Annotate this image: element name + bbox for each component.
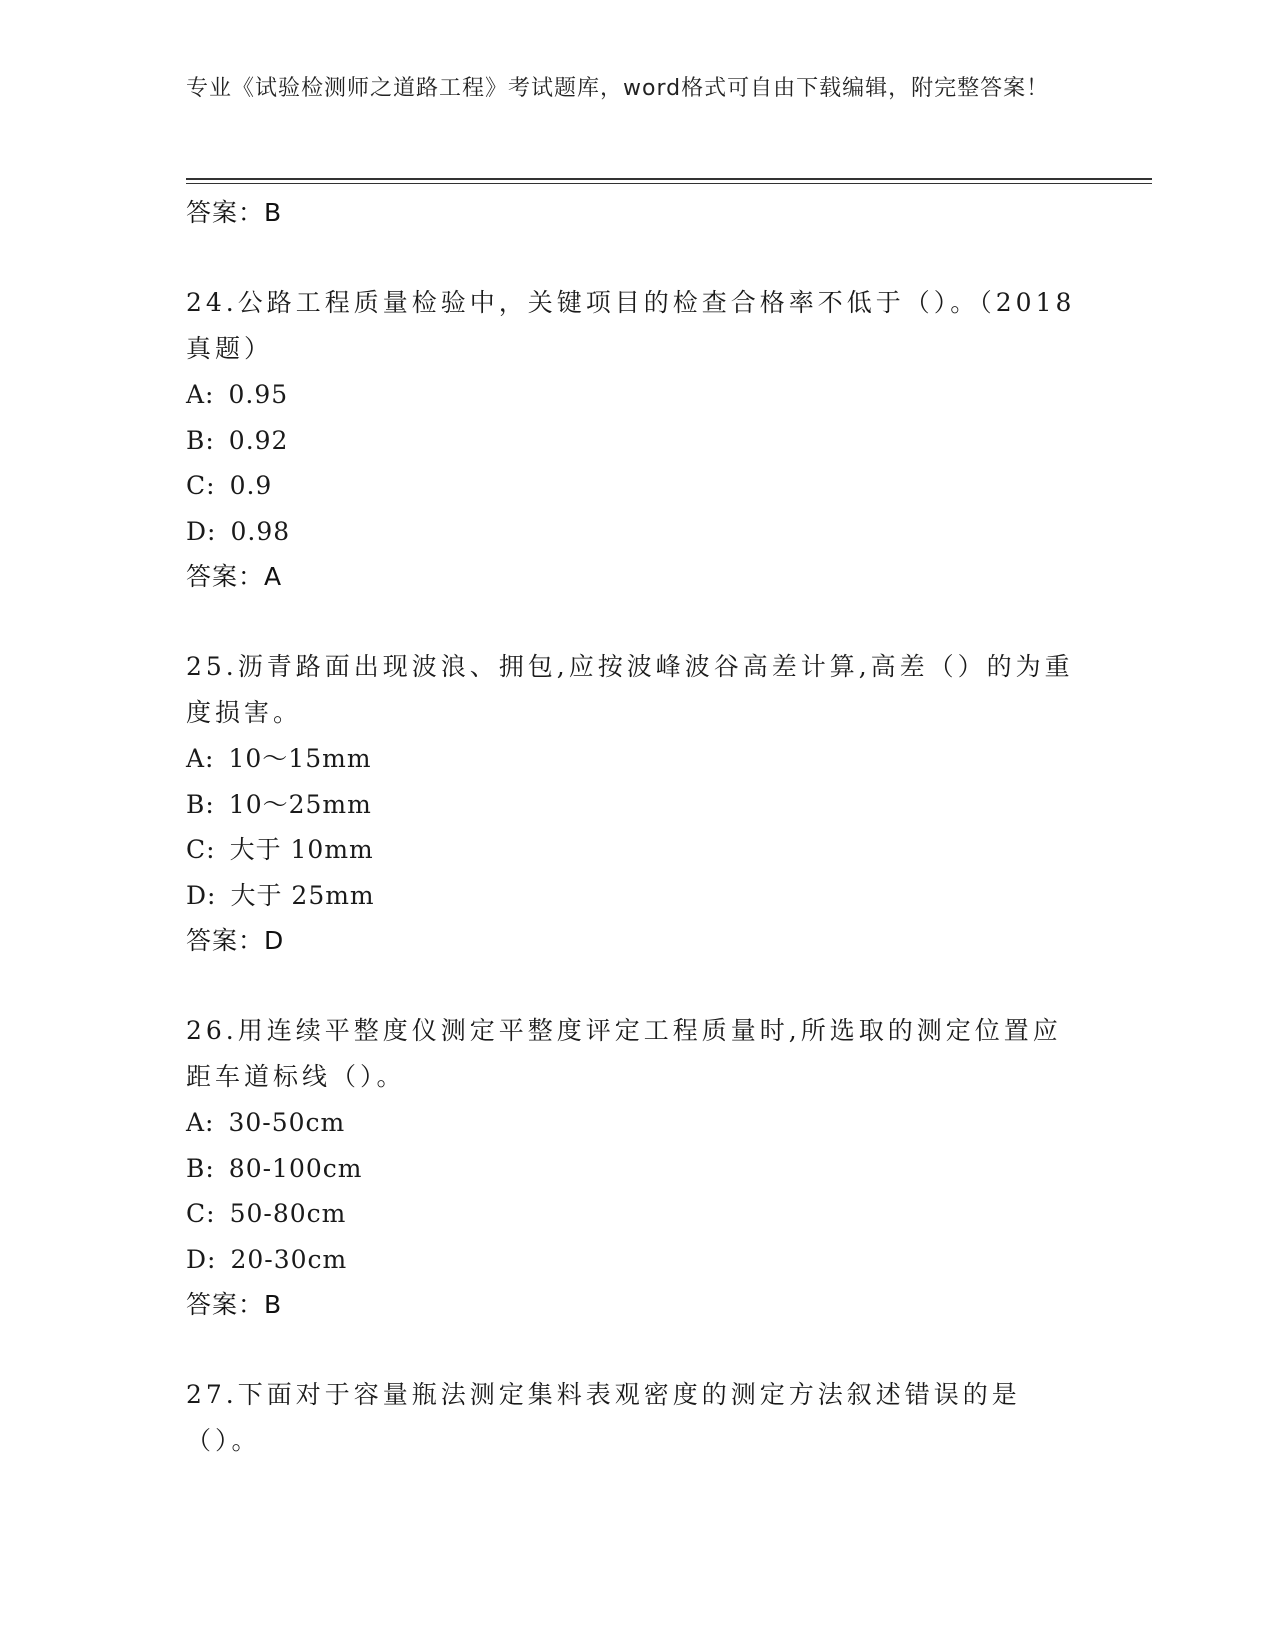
option-c [186, 827, 1086, 873]
option-text: 10～25mm [228, 789, 372, 819]
question-block [186, 1372, 1086, 1464]
spacer [186, 964, 1086, 1008]
option-label: B: [186, 425, 215, 455]
option-label: C: [186, 1199, 216, 1228]
option-label: C: [186, 471, 216, 500]
option-text: 大于 10mm [229, 835, 374, 864]
option-label: A: [186, 1108, 215, 1137]
option-d [186, 509, 1086, 555]
option-text: 50-80cm [229, 1199, 347, 1228]
answer-line: 答案：A [186, 562, 283, 591]
option-label: B: [186, 1153, 215, 1183]
option-c [186, 1191, 1086, 1237]
option-text: 0.9 [229, 471, 273, 500]
option-text: 20-30cm [230, 1244, 348, 1274]
question-stem: 24.公路工程质量检验中，关键项目的检查合格率不低于（）。（2018真题） [186, 288, 1076, 363]
option-a [186, 372, 1086, 418]
question-block [186, 280, 1086, 600]
option-label: A: [186, 380, 215, 409]
option-label: A: [186, 744, 215, 773]
option-d [186, 1237, 1086, 1283]
question-block [186, 644, 1086, 964]
option-text: 80-100cm [228, 1153, 363, 1183]
option-d [186, 873, 1086, 919]
option-label: C: [186, 835, 216, 864]
header-rule-secondary [186, 183, 1152, 184]
option-a [186, 736, 1086, 782]
spacer [186, 1328, 1086, 1372]
option-text: 30-50cm [228, 1108, 346, 1137]
option-label: B: [186, 789, 215, 819]
question-stem: 25.沥青路面出现波浪、拥包,应按波峰波谷高差计算,高差（）的为重度损害。 [186, 652, 1074, 727]
question-stem: 26.用连续平整度仪测定平整度评定工程质量时,所选取的测定位置应距车道标线（）。 [186, 1016, 1062, 1091]
option-text: 0.92 [228, 425, 289, 455]
answer-line: 答案：D [186, 926, 285, 955]
option-label: D: [186, 880, 217, 910]
option-b [186, 1146, 1086, 1192]
question-list [186, 190, 1086, 1464]
question-stem: 27.下面对于容量瓶法测定集料表观密度的测定方法叙述错误的是（）。 [186, 1380, 1021, 1455]
option-text: 大于 25mm [230, 880, 375, 910]
header-text: 专业《试验检测师之道路工程》考试题库，word格式可自由下载编辑，附完整答案！ [186, 76, 1050, 101]
option-label: D: [186, 516, 217, 546]
option-text: 0.98 [230, 516, 291, 546]
spacer [186, 600, 1086, 644]
option-text: 10～15mm [228, 744, 372, 773]
previous-answer: 答案：B [186, 198, 283, 227]
header-rule [186, 178, 1152, 180]
question-block [186, 1008, 1086, 1328]
spacer [186, 236, 1086, 280]
option-b [186, 418, 1086, 464]
option-c [186, 463, 1086, 509]
option-text: 0.95 [228, 380, 289, 409]
answer-line: 答案：B [186, 1290, 283, 1319]
option-b [186, 782, 1086, 828]
option-a [186, 1100, 1086, 1146]
option-label: D: [186, 1244, 217, 1274]
